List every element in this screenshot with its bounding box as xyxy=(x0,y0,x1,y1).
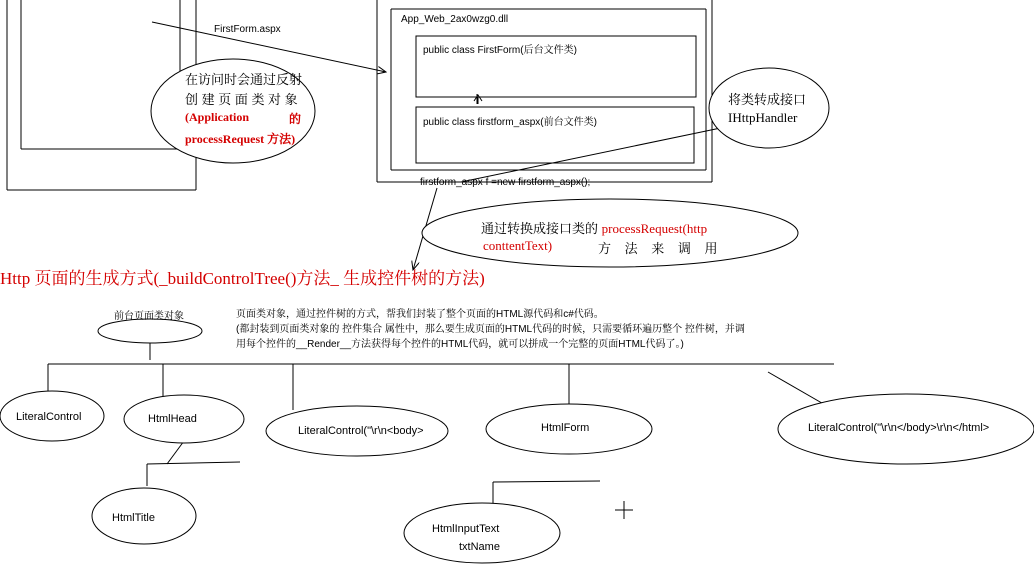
call-bubble-line1 xyxy=(481,218,707,237)
html-input-label-line2: txtName xyxy=(459,541,500,553)
literal-body-label: LiteralControl("\r\n<body> xyxy=(298,425,424,437)
html-title-label: HtmlTitle xyxy=(112,512,155,524)
aspx-file-label: FirstForm.aspx xyxy=(214,24,281,35)
reflection-bubble-line4: processRequest 方法) xyxy=(185,132,296,146)
call-bubble-red2: conttentText) xyxy=(483,238,553,253)
reflection-bubble-line3b: 的 xyxy=(289,112,302,126)
crosshair-cursor-icon xyxy=(615,501,633,519)
tree-description-line2: (都封装到页面类对象的 控件集合 属性中，那么要生成页面的HTML代码的时候，只需要循环遍历整个 控件树，并调 xyxy=(236,324,745,335)
call-bubble-red1: processRequest(http xyxy=(601,221,708,236)
assembly-frame xyxy=(377,0,712,182)
reflection-bubble-line2: 创 建 页 面 类 对 象 xyxy=(185,92,298,107)
literal-control-label: LiteralControl xyxy=(16,411,82,423)
literal-end-label: LiteralControl("\r\n</body>\r\n</html> xyxy=(808,422,990,434)
frontend-class-label: public class firstform_aspx(前台文件类) xyxy=(423,117,597,128)
root-node xyxy=(98,319,202,343)
html-head-label: HtmlHead xyxy=(148,413,197,425)
interface-bubble xyxy=(709,68,829,148)
reflection-bubble-line3a: (Application xyxy=(185,110,250,124)
call-bubble-plain1: 通过转换成接口类的 xyxy=(481,221,599,236)
root-node-label: 前台页面类对象 xyxy=(114,311,184,322)
interface-bubble-line2: IHttpHandler xyxy=(728,110,798,125)
page-heading: Http 页面的生成方式(_buildControlTree()方法_ 生成控件树的方法) xyxy=(0,269,485,288)
tree-description-line3: 用每个控件的__Render__方法获得每个控件的HTML代码，就可以拼成一个完整的页面HTML代码了。) xyxy=(236,339,684,350)
inheritance-arrow xyxy=(474,95,482,104)
reflection-bubble-line1: 在访问时会通过反射 xyxy=(185,72,303,87)
html-form-label: HtmlForm xyxy=(541,422,590,434)
backend-class-label: public class FirstForm(后台文件类) xyxy=(423,45,577,56)
dll-label: App_Web_2ax0wzg0.dll xyxy=(401,14,509,25)
call-bubble-plain2: 方 法 来 调 用 xyxy=(598,241,718,256)
html-input-label-line1: HtmlInputText xyxy=(432,523,500,535)
new-statement-label: firstform_aspx f =new firstform_aspx(); xyxy=(420,177,591,188)
interface-bubble-line1: 将类转成接口 xyxy=(728,92,807,107)
tree-description-line1: 页面类对象，通过控件树的方式，帮我们封装了整个页面的HTML源代码和c#代码。 xyxy=(236,309,604,320)
